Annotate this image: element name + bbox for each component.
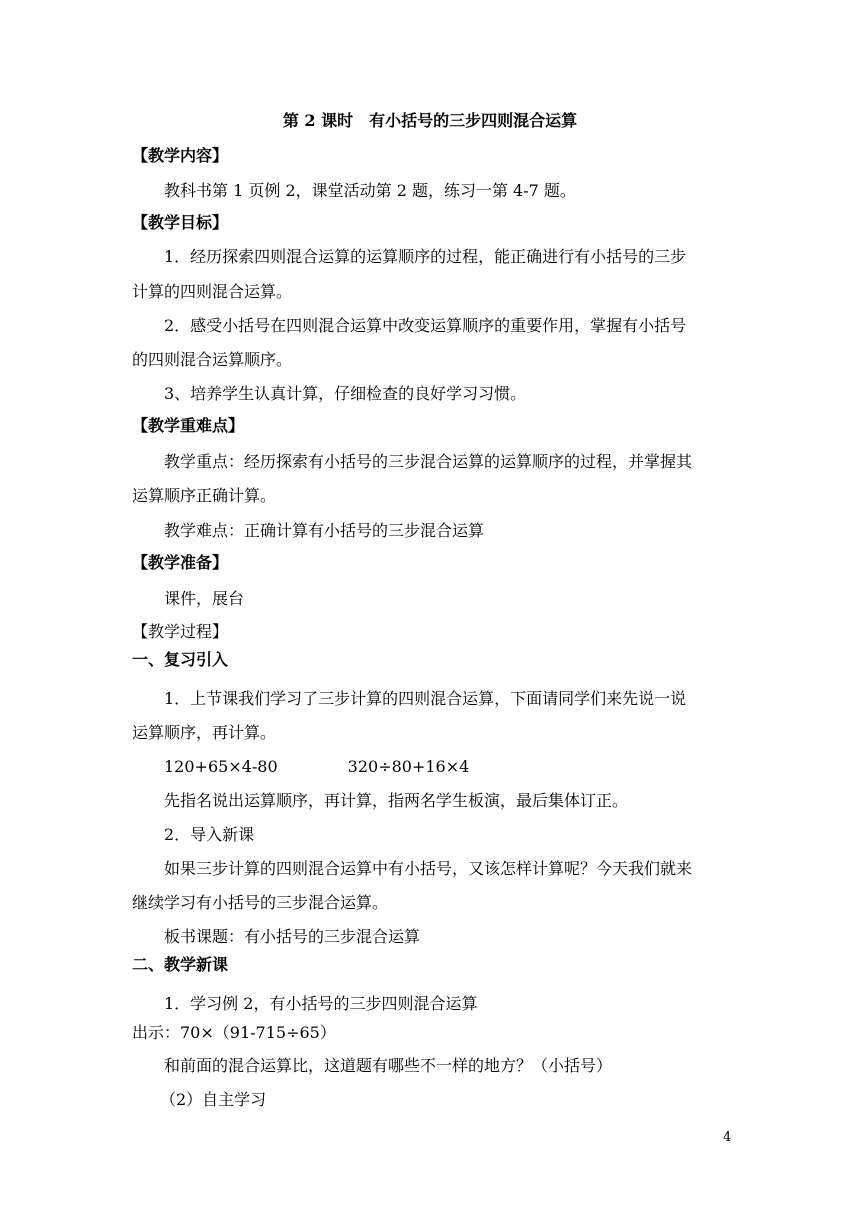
paragraph: 课件，展台 — [164, 589, 245, 608]
paragraph: 计算的四则混合运算。 — [132, 282, 293, 301]
paragraph: 2．感受小括号在四则混合运算中改变运算顺序的重要作用，掌握有小括号 — [164, 316, 687, 335]
heading-section-2: 二、教学新课 — [132, 955, 229, 974]
expression-line — [164, 757, 764, 777]
paragraph: 的四则混合运算顺序。 — [132, 350, 293, 369]
paragraph: 运算顺序正确计算。 — [132, 486, 277, 505]
lesson-title: 第 2 课时 有小括号的三步四则混合运算 — [282, 111, 578, 130]
paragraph: 如果三步计算的四则混合运算中有小括号，又该怎样计算呢？今天我们就来 — [164, 859, 693, 878]
paragraph: 2．导入新课 — [164, 825, 255, 844]
heading-key-points: 【教学重难点】 — [132, 416, 245, 435]
expression-1: 120+65×4-80 — [164, 757, 278, 776]
paragraph: 教科书第 1 页例 2，课堂活动第 2 题，练习一第 4-7 题。 — [164, 181, 576, 200]
heading-teaching-process: 【教学过程】 — [132, 622, 229, 641]
paragraph: 先指名说出运算顺序，再计算，指两名学生板演，最后集体订正。 — [164, 791, 629, 810]
paragraph: 板书课题：有小括号的三步混合运算 — [164, 927, 421, 946]
heading-teaching-content: 【教学内容】 — [132, 146, 229, 165]
expression-2: 320÷80+16×4 — [347, 757, 470, 776]
page-number: 4 — [723, 1130, 732, 1145]
paragraph: 1．上节课我们学习了三步计算的四则混合运算，下面请同学们来先说一说 — [164, 689, 687, 708]
paragraph: 教学重点：经历探索有小括号的三步混合运算的运算顺序的过程，并掌握其 — [164, 452, 693, 471]
paragraph: （2）自主学习 — [160, 1090, 267, 1109]
heading-section-1: 一、复习引入 — [132, 650, 229, 669]
paragraph: 和前面的混合运算比，这道题有哪些不一样的地方？（小括号） — [164, 1056, 613, 1075]
paragraph: 运算顺序，再计算。 — [132, 723, 277, 742]
heading-teaching-goals: 【教学目标】 — [132, 213, 229, 232]
paragraph: 继续学习有小括号的三步混合运算。 — [132, 893, 389, 912]
paragraph: 1．学习例 2，有小括号的三步四则混合运算 — [164, 994, 478, 1013]
paragraph: 3、培养学生认真计算，仔细检查的良好学习习惯。 — [164, 384, 527, 403]
heading-preparation: 【教学准备】 — [132, 553, 229, 572]
paragraph: 1．经历探索四则混合运算的运算顺序的过程，能正确进行有小括号的三步 — [164, 247, 687, 266]
paragraph: 教学难点：正确计算有小括号的三步混合运算 — [164, 521, 485, 540]
paragraph: 出示：70×（91-715÷65） — [132, 1023, 336, 1042]
